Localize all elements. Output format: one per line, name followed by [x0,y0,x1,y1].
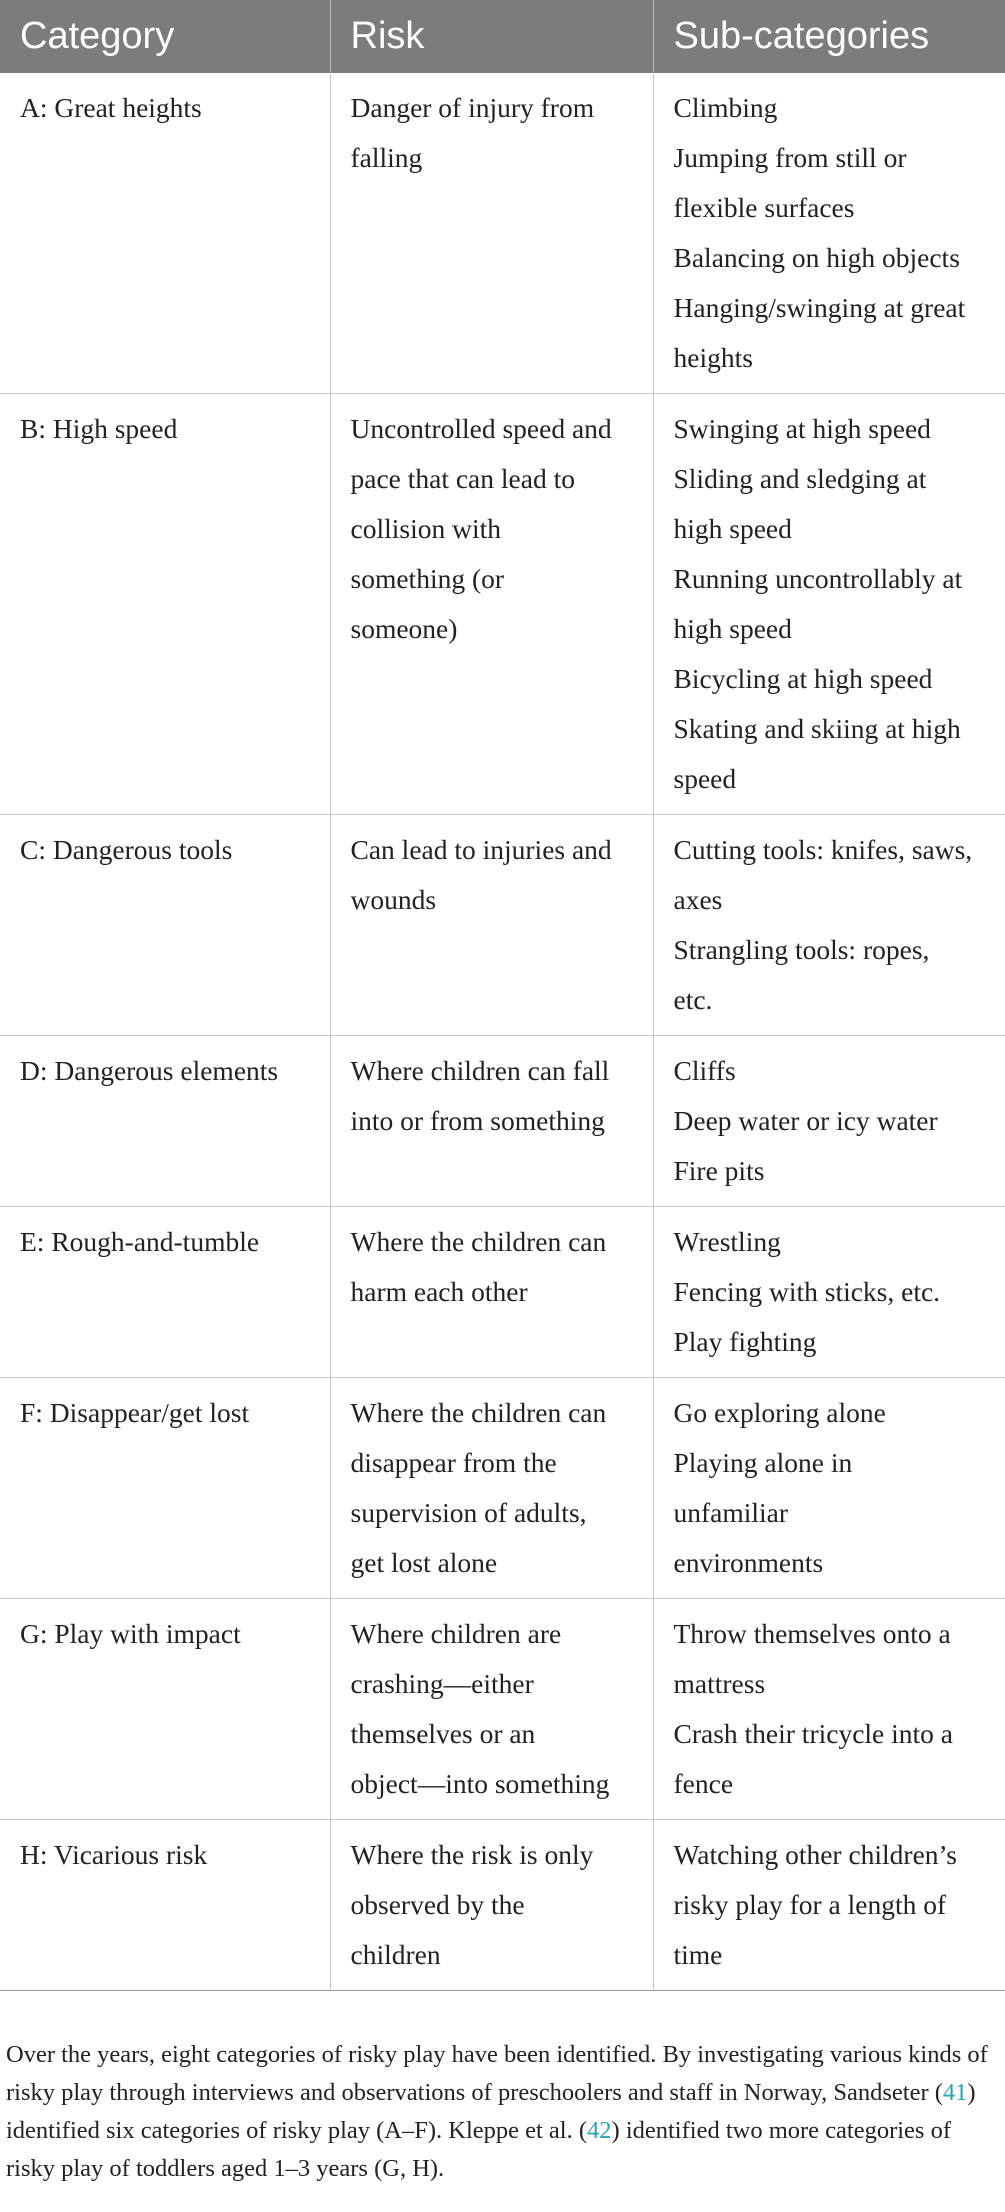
subcategory-line: Jumping from still or [673,142,907,173]
risk-line: something (or [350,563,505,594]
risk-line: harm each other [350,1276,528,1307]
subcategory-line: environments [673,1547,824,1578]
subcategory-line: flexible surfaces [673,192,855,223]
subcategory-line: Wrestling [673,1226,781,1257]
subcategory-line: Bicycling at high speed [673,663,933,694]
cell-risk [330,1820,653,1991]
subcategory-line: Deep water or icy water [673,1105,938,1136]
cell-subcategories [653,1036,1005,1207]
citation-link-42[interactable]: 42 [587,2116,612,2144]
subcategory-line: Throw themselves onto a [673,1618,951,1649]
risk-line: wounds [350,884,437,915]
risk-line: Can lead to injuries and [350,834,612,865]
cell-risk [330,1378,653,1599]
subcategory-line: speed [673,763,737,794]
table-body [0,73,1005,1991]
cell-subcategories [653,394,1005,815]
citation-link-41[interactable]: 41 [942,2078,968,2106]
subcategory-line: Crash their tricycle into a [673,1718,953,1749]
cell-subcategories [653,1207,1005,1378]
table-footnote [0,2016,1005,2188]
subcategory-line: Climbing [673,92,778,123]
cell-risk [330,73,653,394]
risk-line: Where children can fall [350,1055,610,1086]
cell-risk [330,1207,653,1378]
subcategory-line: Playing alone in [673,1447,853,1478]
table-row [0,394,1005,815]
cell-category: D: Dangerous elements [0,1036,330,1207]
risk-line: disappear from the [350,1447,557,1478]
subcategory-line: Cutting tools: knifes, saws, [673,834,973,865]
cell-risk [330,394,653,815]
subcategory-line: high speed [673,613,792,644]
cell-subcategories [653,73,1005,394]
subcategory-line: Skating and skiing at high [673,713,961,744]
subcategory-line: Fencing with sticks, etc. [673,1276,941,1307]
subcategory-line: etc. [673,984,713,1015]
cell-category: E: Rough-and-tumble [0,1207,330,1378]
risk-line: themselves or an [350,1718,536,1749]
cell-risk [330,1036,653,1207]
risk-line: Where the children can [350,1226,607,1257]
subcategory-line: Balancing on high objects [673,242,960,273]
subcategory-line: Running uncontrollably at [673,563,963,594]
footnote-text-1: Over the years, eight categories of risky play have been identified. By investigating various kinds of risky play through interviews and observations of preschoolers and staff in Norway, Sandseter ( [6,2040,988,2106]
cell-subcategories [653,1820,1005,1991]
subcategory-line: unfamiliar [673,1497,789,1528]
risk-line: Danger of injury from [350,92,595,123]
subcategory-line: Hanging/swinging at great [673,292,966,323]
header-category: Category [0,0,330,73]
risk-line: someone) [350,613,458,644]
cell-subcategories [653,1599,1005,1820]
subcategory-line: Fire pits [673,1155,765,1186]
risk-line: children [350,1939,441,1970]
risk-line: get lost alone [350,1547,498,1578]
subcategory-line: Sliding and sledging at [673,463,927,494]
risk-line: collision with [350,513,501,544]
risk-line: object—into something [350,1768,610,1799]
cell-risk [330,815,653,1036]
table-header [0,0,1005,73]
cell-subcategories [653,1378,1005,1599]
subcategory-line: risky play for a length of [673,1889,947,1920]
subcategory-line: heights [673,342,753,373]
risk-line: crashing—either [350,1668,534,1699]
table-row [0,1378,1005,1599]
subcategory-line: Swinging at high speed [673,413,931,444]
cell-risk [330,1599,653,1820]
header-subcategories: Sub-categories [653,0,1005,73]
risk-line: Uncontrolled speed and [350,413,612,444]
header-risk: Risk [330,0,653,73]
risk-line: Where the risk is only [350,1839,594,1870]
subcategory-line: Strangling tools: ropes, [673,934,930,965]
subcategory-line: mattress [673,1668,766,1699]
risk-line: Where children are [350,1618,562,1649]
cell-category: A: Great heights [0,73,330,394]
risk-line: into or from something [350,1105,605,1136]
subcategory-line: fence [673,1768,734,1799]
table-row [0,1599,1005,1820]
footnote-text-2: ) identified six categories of risky play (A–F). Kleppe et al. ( [6,2078,976,2144]
cell-subcategories [653,815,1005,1036]
table-row [0,815,1005,1036]
risk-line: pace that can lead to [350,463,575,494]
cell-category: H: Vicarious risk [0,1820,330,1991]
subcategory-line: Play fighting [673,1326,817,1357]
cell-category: F: Disappear/get lost [0,1378,330,1599]
subcategory-line: high speed [673,513,792,544]
table-row [0,1820,1005,1991]
table-row [0,1207,1005,1378]
table-row [0,73,1005,394]
table-row [0,1036,1005,1207]
risk-line: Where the children can [350,1397,607,1428]
subcategory-line: axes [673,884,723,915]
risk-line: supervision of adults, [350,1497,587,1528]
risk-line: falling [350,142,423,173]
cell-category: G: Play with impact [0,1599,330,1820]
footnote-text-3: ) identified two more categories of risky play of toddlers aged 1–3 years (G, H). [6,2116,952,2182]
cell-category: C: Dangerous tools [0,815,330,1036]
subcategory-line: Cliffs [673,1055,736,1086]
header-row [0,0,1005,73]
subcategory-line: time [673,1939,723,1970]
cell-category: B: High speed [0,394,330,815]
subcategory-line: Watching other children’s [673,1839,957,1870]
subcategory-line: Go exploring alone [673,1397,886,1428]
risk-line: observed by the [350,1889,525,1920]
